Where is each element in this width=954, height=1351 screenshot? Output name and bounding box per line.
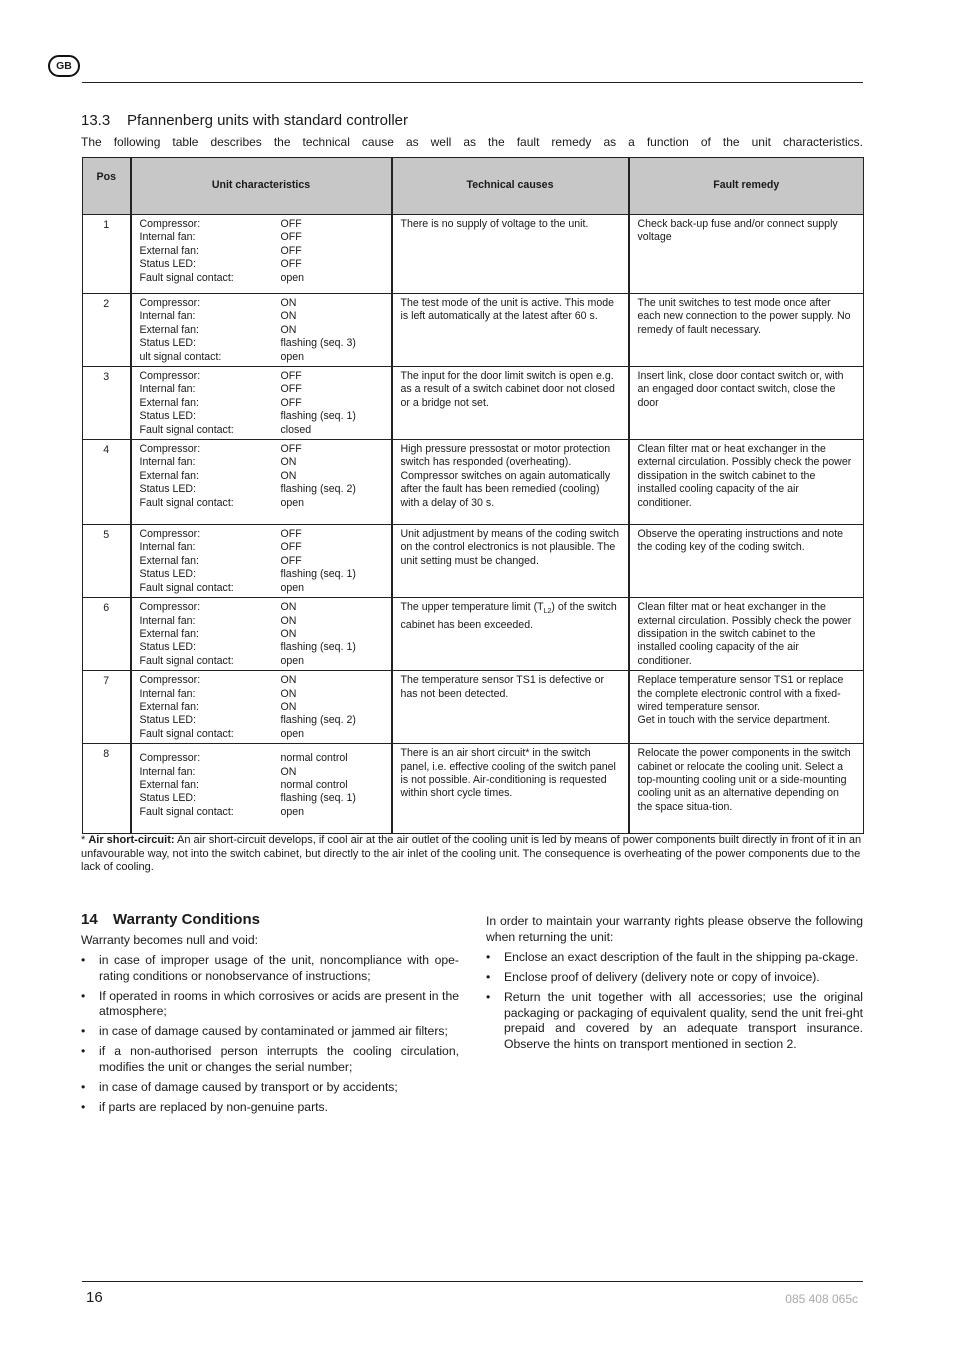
row-position: 3 [83, 367, 131, 440]
language-badge: GB [48, 55, 80, 77]
characteristic-line [140, 470, 383, 483]
characteristic-label: Status LED: [139, 641, 197, 654]
characteristic-label: Fault signal contact: [139, 727, 234, 740]
characteristic-label: Internal fan: [139, 231, 196, 244]
remedy-text: Clean filter mat or heat exchanger in the external circulation. Possibly check the power dissipation in the switch cabinet to the installed cooling capacity of the air conditioner. [637, 443, 852, 509]
characteristic-value: open [280, 271, 305, 284]
footnote [81, 834, 863, 875]
warranty-right-column [486, 914, 863, 1057]
row-position: 7 [83, 671, 131, 744]
characteristic-label: External fan: [139, 244, 199, 257]
table-row [83, 215, 864, 294]
characteristic-label: Internal fan: [139, 614, 196, 627]
characteristic-line [140, 383, 383, 396]
characteristic-value: ON [280, 601, 297, 614]
list-item: • if parts are replaced by non-genuine parts. [81, 1100, 459, 1116]
characteristic-value: OFF [280, 541, 302, 554]
remedy-text: Get in touch with the service department. [637, 714, 831, 727]
table-body [83, 215, 864, 834]
characteristic-line [140, 688, 383, 701]
characteristic-label: External fan: [139, 554, 199, 567]
row-characteristics [131, 525, 392, 598]
header-characteristics: Unit characteristics [131, 158, 392, 215]
characteristic-label: Compressor: [139, 370, 201, 383]
characteristic-line [140, 601, 383, 614]
header-pos: Pos [83, 158, 131, 215]
header-rule [82, 82, 863, 83]
characteristic-line [140, 218, 383, 231]
characteristic-value: flashing (seq. 1) [280, 568, 356, 581]
footnote-term: Air short-circuit: [88, 834, 175, 846]
characteristic-label: Status LED: [139, 792, 197, 805]
remedy-text: Replace temperature sensor TS1 or replace the complete electronic control with a fixed-wired temperature sensor. [637, 674, 844, 713]
characteristic-line [140, 310, 383, 323]
characteristic-line [140, 245, 383, 258]
characteristic-label: Compressor: [139, 218, 201, 230]
cause-text: The upper temperature limit (T [400, 601, 544, 614]
characteristic-value: OFF [280, 258, 302, 271]
characteristic-label: External fan: [139, 323, 199, 336]
footer-rule [82, 1281, 863, 1282]
characteristic-value: flashing (seq. 3) [280, 337, 356, 350]
characteristic-value: ON [280, 469, 297, 482]
characteristic-value: open [280, 805, 305, 818]
characteristic-line [140, 397, 383, 410]
row-fault-remedy [629, 440, 864, 525]
characteristic-label: Status LED: [139, 483, 197, 496]
row-characteristics [131, 294, 392, 367]
table-row [83, 525, 864, 598]
list-item: • Enclose an exact description of the fault in the shipping pa-ckage. [486, 950, 863, 966]
characteristic-value: ON [280, 700, 297, 713]
characteristic-value: open [280, 496, 305, 509]
characteristic-line [140, 701, 383, 714]
characteristic-value: closed [280, 423, 312, 436]
characteristic-line [140, 324, 383, 337]
fault-table [82, 157, 864, 834]
characteristic-line [140, 410, 383, 423]
row-position: 6 [83, 598, 131, 671]
row-characteristics [131, 598, 392, 671]
characteristic-label: Status LED: [139, 568, 197, 581]
table-header-row [83, 158, 864, 215]
characteristic-label: Compressor: [139, 674, 201, 687]
characteristic-line [140, 497, 383, 510]
characteristic-label: Fault signal contact: [139, 581, 234, 594]
characteristic-line [140, 779, 383, 792]
footnote-marker: * [81, 834, 89, 846]
characteristic-value: open [280, 350, 305, 363]
characteristic-value: ON [280, 674, 297, 687]
list-item: • in case of damage caused by transport or by accidents; [81, 1080, 459, 1096]
list-item: • in case of damage caused by contaminated or jammed air filters; [81, 1024, 459, 1040]
row-characteristics [131, 440, 392, 525]
characteristic-line [140, 766, 383, 779]
remedy-text: The unit switches to test mode once after each new connection to the power supply. No remedy of fault necessary. [637, 297, 851, 336]
table-row [83, 367, 864, 440]
characteristic-value: OFF [280, 383, 302, 396]
list-item: • if a non-authorised person interrupts the cooling circulation, modifies the unit or changes the serial number; [81, 1044, 459, 1075]
remedy-text: Observe the operating instructions and note the coding key of the coding switch. [637, 528, 844, 554]
remedy-text: Relocate the power components in the switch cabinet or relocate the cooling unit. Select a top-mounting cooling unit or a side-mounting cooling unit as an alternative depending on the space situa-tion. [637, 747, 851, 813]
characteristic-line [140, 337, 383, 350]
characteristic-label: Internal fan: [139, 765, 196, 778]
characteristic-line [140, 728, 383, 741]
characteristic-label: Status LED: [139, 410, 197, 423]
characteristic-line [140, 370, 383, 383]
characteristic-label: External fan: [139, 627, 199, 640]
characteristic-label: Status LED: [139, 258, 197, 271]
characteristic-line [140, 674, 383, 687]
cause-subscript: L2 [543, 608, 552, 616]
characteristic-value: OFF [280, 218, 302, 230]
characteristic-value: OFF [280, 244, 302, 257]
characteristic-label: External fan: [139, 396, 199, 409]
row-characteristics [131, 367, 392, 440]
header-remedy: Fault remedy [629, 158, 864, 215]
characteristic-value: ON [280, 687, 297, 700]
characteristic-label: Fault signal contact: [139, 271, 234, 284]
characteristic-value: OFF [280, 370, 302, 383]
row-fault-remedy [629, 525, 864, 598]
characteristic-label: Fault signal contact: [139, 496, 234, 509]
row-characteristics [131, 744, 392, 834]
remedy-text: Check back-up fuse and/or connect supply voltage [637, 218, 838, 244]
characteristic-value: open [280, 727, 305, 740]
characteristic-line [140, 568, 383, 581]
characteristic-value: OFF [280, 443, 302, 456]
characteristic-label: Compressor: [139, 297, 201, 309]
warranty-title: Warranty Conditions [113, 911, 260, 928]
characteristic-label: Compressor: [139, 601, 201, 614]
characteristic-value: OFF [280, 554, 302, 567]
characteristic-value: ON [280, 310, 297, 323]
warranty-left-column [81, 912, 459, 1120]
section-heading [81, 112, 408, 129]
return-intro: In order to maintain your warranty rights please observe the following when returning the unit: [486, 914, 863, 944]
table-row [83, 598, 864, 671]
cause-text: ) of the switch cabinet has been exceeded. [400, 601, 617, 631]
row-fault-remedy [629, 598, 864, 671]
list-item: • Return the unit together with all accessories; use the original packaging or packaging of equivalent quality, send the unit frei-ght prepaid and covered by an adequate transport insurance. Observe the hints on transport mentioned in section 2. [486, 990, 863, 1052]
list-item: • in case of improper usage of the unit, noncompliance with ope-rating conditions or nonobservance of instructions; [81, 953, 459, 984]
characteristic-label: Internal fan: [139, 383, 196, 396]
remedy-text: Clean filter mat or heat exchanger in the external circulation. Possibly check the power dissipation in the switch cabinet to the installed cooling capacity of the air conditioner. [637, 601, 852, 667]
characteristic-line [140, 272, 383, 285]
characteristic-line [140, 297, 383, 310]
characteristic-value: normal control [280, 778, 348, 791]
warranty-lead: Warranty becomes null and void: [81, 932, 259, 947]
characteristic-label: Internal fan: [139, 310, 196, 323]
characteristic-value: normal control [280, 752, 348, 765]
row-technical-cause: The input for the door limit switch is open e.g. as a result of a switch cabinet door not closed or a bridge not set. [392, 367, 629, 440]
row-characteristics [131, 671, 392, 744]
characteristic-value: ON [280, 297, 297, 309]
row-fault-remedy [629, 671, 864, 744]
characteristic-value: OFF [280, 528, 302, 541]
characteristic-value: flashing (seq. 1) [280, 792, 356, 805]
characteristic-value: flashing (seq. 2) [280, 714, 356, 727]
footnote-text: An air short-circuit develops, if cool air at the air outlet of the cooling unit is led by means of power components built directly in front of it in an unfavourable way, not into the switch cabinet, but directly to the air inlet of the cooling unit. The consequence is overheating of the power components due to the lack of cooling. [81, 834, 862, 873]
row-technical-cause: The temperature sensor TS1 is defective or has not been detected. [392, 671, 629, 744]
row-fault-remedy [629, 744, 864, 834]
row-position: 4 [83, 440, 131, 525]
row-fault-remedy [629, 294, 864, 367]
row-technical-cause: High pressure pressostat or motor protection switch has responded (overheating). Compressor switches on again automatically after the fault has been remedied (cooling) with a delay of 30 s. [392, 440, 629, 525]
characteristic-label: External fan: [139, 700, 199, 713]
list-item: • If operated in rooms in which corrosives or acids are present in the atmosphere; [81, 989, 459, 1020]
characteristic-label: Internal fan: [139, 541, 196, 554]
row-technical-cause: There is an air short circuit* in the switch panel, i.e. effective cooling of the switch panel is not possible. Air-conditioning is requested within short cycle times. [392, 744, 629, 834]
characteristic-label: External fan: [139, 469, 199, 482]
row-technical-cause: The test mode of the unit is active. This mode is left automatically at the latest after 60 s. [392, 294, 629, 367]
return-instructions-list [486, 950, 863, 1052]
characteristic-line [140, 714, 383, 727]
row-technical-cause: There is no supply of voltage to the unit. [392, 215, 629, 294]
table-row [83, 744, 864, 834]
page-number: 16 [86, 1289, 103, 1306]
warranty-heading [81, 912, 459, 928]
characteristic-value: flashing (seq. 1) [280, 410, 356, 423]
characteristic-label: Status LED: [139, 337, 197, 350]
section-number: 13.3 [81, 112, 111, 129]
characteristic-label: Internal fan: [139, 456, 196, 469]
row-technical-cause [392, 598, 629, 671]
characteristic-label: External fan: [139, 778, 199, 791]
table-row [83, 294, 864, 367]
list-item: • Enclose proof of delivery (delivery note or copy of invoice). [486, 970, 863, 986]
characteristic-line [140, 752, 383, 765]
characteristic-label: ult signal contact: [139, 350, 222, 363]
row-position: 1 [83, 215, 131, 294]
characteristic-line [140, 456, 383, 469]
row-position: 8 [83, 744, 131, 834]
characteristic-line [140, 806, 383, 819]
warranty-void-list [81, 953, 459, 1115]
characteristic-value: OFF [280, 396, 302, 409]
row-characteristics [131, 215, 392, 294]
document-code: 085 408 065c [785, 1292, 858, 1306]
characteristic-value: ON [280, 614, 297, 627]
row-fault-remedy [629, 367, 864, 440]
characteristic-line [140, 424, 383, 437]
characteristic-value: ON [280, 323, 297, 336]
characteristic-line [140, 483, 383, 496]
header-causes: Technical causes [392, 158, 629, 215]
characteristic-value: ON [280, 765, 297, 778]
characteristic-line [140, 258, 383, 271]
characteristic-value: flashing (seq. 2) [280, 483, 356, 496]
characteristic-value: ON [280, 456, 297, 469]
characteristic-label: Status LED: [139, 714, 197, 727]
characteristic-value: OFF [280, 231, 302, 244]
section-intro: The following table describes the technical cause as well as the fault remedy as a function of the unit characteristics. [81, 135, 863, 149]
characteristic-label: Compressor: [139, 443, 201, 456]
characteristic-line [140, 443, 383, 456]
characteristic-value: open [280, 654, 305, 667]
characteristic-label: Internal fan: [139, 687, 196, 700]
warranty-section-number: 14 [81, 911, 98, 928]
row-position: 5 [83, 525, 131, 598]
characteristic-line [140, 792, 383, 805]
row-fault-remedy [629, 215, 864, 294]
characteristic-line [140, 351, 383, 364]
characteristic-label: Compressor: [139, 752, 201, 765]
characteristic-value: flashing (seq. 1) [280, 641, 356, 654]
characteristic-line [140, 555, 383, 568]
characteristic-line [140, 628, 383, 641]
characteristic-label: Fault signal contact: [139, 654, 234, 667]
characteristic-line [140, 655, 383, 668]
characteristic-value: ON [280, 627, 297, 640]
characteristic-label: Fault signal contact: [139, 805, 234, 818]
table-row [83, 671, 864, 744]
characteristic-line [140, 582, 383, 595]
row-technical-cause: Unit adjustment by means of the coding switch on the control electronics is not plausible. The unit setting must be changed. [392, 525, 629, 598]
section-title: Pfannenberg units with standard controller [127, 112, 409, 129]
characteristic-line [140, 541, 383, 554]
table-row [83, 440, 864, 525]
row-position: 2 [83, 294, 131, 367]
remedy-text: Insert link, close door contact switch or, with an engaged door contact switch, close the door [637, 370, 844, 409]
characteristic-line [140, 641, 383, 654]
characteristic-label: Compressor: [139, 528, 201, 541]
characteristic-label: Fault signal contact: [139, 423, 234, 436]
characteristic-line [140, 615, 383, 628]
characteristic-line [140, 528, 383, 541]
characteristic-value: open [280, 581, 305, 594]
characteristic-line [140, 231, 383, 244]
